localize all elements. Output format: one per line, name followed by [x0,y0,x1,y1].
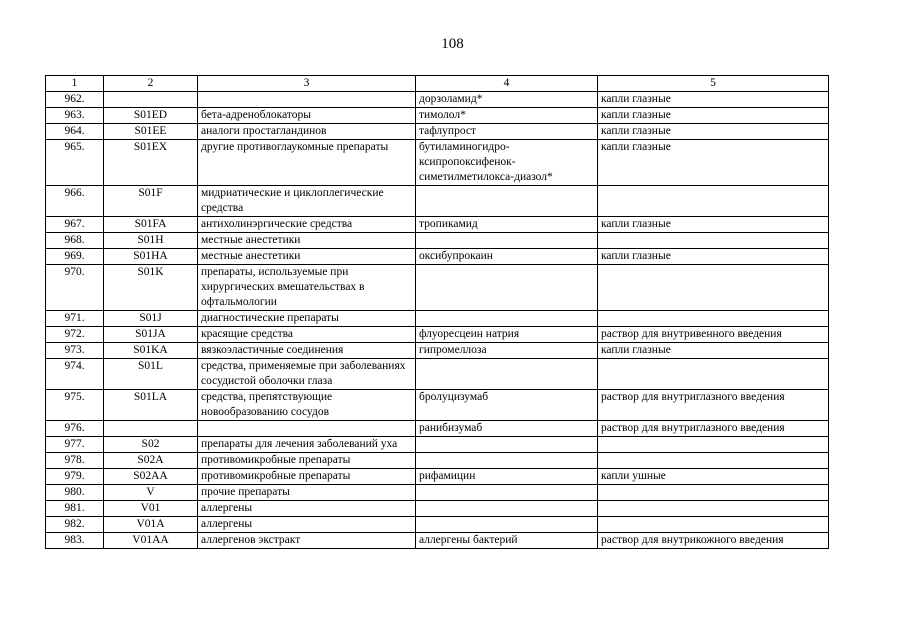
atc-code: V01A [104,517,198,533]
row-number: 979. [46,469,104,485]
table-row [46,437,829,453]
atc-code: S01HA [104,249,198,265]
row-number: 972. [46,327,104,343]
group-name [198,92,416,108]
atc-code: S02 [104,437,198,453]
group-name: аналоги простагландинов [198,124,416,140]
atc-code: V01 [104,501,198,517]
row-number: 974. [46,359,104,390]
drug-name: бролуцизумаб [416,390,598,421]
row-number: 962. [46,92,104,108]
atc-code: S01FA [104,217,198,233]
table-row [46,92,829,108]
table-body [46,92,829,549]
atc-code: S01LA [104,390,198,421]
dosage-form [598,233,829,249]
drug-table [45,75,829,549]
group-name: прочие препараты [198,485,416,501]
table-row [46,359,829,390]
row-number: 969. [46,249,104,265]
drug-name [416,437,598,453]
table-row [46,186,829,217]
header-col-4: 4 [416,76,598,92]
table-row [46,249,829,265]
drug-name [416,311,598,327]
atc-code [104,92,198,108]
drug-name [416,359,598,390]
group-name: мидриатические и циклоплегические средства [198,186,416,217]
page-number: 108 [441,36,464,52]
dosage-form: капли глазные [598,92,829,108]
row-number: 973. [46,343,104,359]
group-name: бета-адреноблокаторы [198,108,416,124]
group-name: красящие средства [198,327,416,343]
drug-name: дорзоламид* [416,92,598,108]
table-row [46,517,829,533]
group-name: местные анестетики [198,233,416,249]
row-number: 977. [46,437,104,453]
drug-name: аллергены бактерий [416,533,598,549]
atc-code: S01EE [104,124,198,140]
row-number: 963. [46,108,104,124]
row-number: 981. [46,501,104,517]
table-row [46,124,829,140]
dosage-form [598,265,829,311]
group-name: противомикробные препараты [198,469,416,485]
group-name: другие противоглаукомные препараты [198,140,416,186]
dosage-form [598,501,829,517]
dosage-form: капли глазные [598,124,829,140]
drug-name: бутиламиногидро-ксипропоксифенок-симетилметилокса-диазол* [416,140,598,186]
dosage-form: раствор для внутриглазного введения [598,421,829,437]
group-name: местные анестетики [198,249,416,265]
drug-name [416,186,598,217]
table-row [46,421,829,437]
dosage-form: капли ушные [598,469,829,485]
table-row [46,233,829,249]
dosage-form: раствор для внутриглазного введения [598,390,829,421]
table-row [46,453,829,469]
atc-code: S01L [104,359,198,390]
drug-name: флуоресцеин натрия [416,327,598,343]
dosage-form [598,485,829,501]
dosage-form: раствор для внутривенного введения [598,327,829,343]
group-name: аллергены [198,517,416,533]
dosage-form [598,453,829,469]
dosage-form [598,311,829,327]
header-col-1: 1 [46,76,104,92]
group-name: препараты для лечения заболеваний уха [198,437,416,453]
atc-code: V [104,485,198,501]
drug-name: ранибизумаб [416,421,598,437]
row-number: 970. [46,265,104,311]
dosage-form: капли глазные [598,108,829,124]
table-row [46,343,829,359]
atc-code: S01F [104,186,198,217]
dosage-form: капли глазные [598,140,829,186]
row-number: 971. [46,311,104,327]
group-name [198,421,416,437]
row-number: 968. [46,233,104,249]
atc-code: S02AA [104,469,198,485]
row-number: 980. [46,485,104,501]
group-name: противомикробные препараты [198,453,416,469]
table-row [46,485,829,501]
table-row [46,501,829,517]
atc-code: S01H [104,233,198,249]
group-name: аллергены [198,501,416,517]
atc-code: S01EX [104,140,198,186]
drug-name: тимолол* [416,108,598,124]
dosage-form: капли глазные [598,249,829,265]
dosage-form: капли глазные [598,217,829,233]
group-name: вязкоэластичные соединения [198,343,416,359]
drug-name [416,485,598,501]
table-row [46,533,829,549]
table-row [46,140,829,186]
row-number: 964. [46,124,104,140]
atc-code: S01K [104,265,198,311]
dosage-form [598,517,829,533]
drug-name: гипромеллоза [416,343,598,359]
row-number: 978. [46,453,104,469]
table-row [46,327,829,343]
table-row [46,311,829,327]
row-number: 967. [46,217,104,233]
group-name: препараты, используемые при хирургических вмешательствах в офтальмологии [198,265,416,311]
drug-name: тропикамид [416,217,598,233]
row-number: 966. [46,186,104,217]
group-name: средства, препятствующие новообразованию сосудов [198,390,416,421]
header-col-2: 2 [104,76,198,92]
atc-code: S01JA [104,327,198,343]
drug-name [416,517,598,533]
row-number: 983. [46,533,104,549]
atc-code: S01KA [104,343,198,359]
table-row [46,469,829,485]
header-col-3: 3 [198,76,416,92]
drug-name: рифамицин [416,469,598,485]
table-row [46,108,829,124]
group-name: диагностические препараты [198,311,416,327]
drug-name [416,501,598,517]
table-row [46,390,829,421]
row-number: 975. [46,390,104,421]
group-name: антихолинэргические средства [198,217,416,233]
header-row [46,76,829,92]
drug-name: оксибупрокаин [416,249,598,265]
atc-code: S02A [104,453,198,469]
dosage-form: раствор для внутрикожного введения [598,533,829,549]
group-name: аллергенов экстракт [198,533,416,549]
atc-code: S01J [104,311,198,327]
drug-name: тафлупрост [416,124,598,140]
table-row [46,217,829,233]
row-number: 982. [46,517,104,533]
group-name: средства, применяемые при заболеваниях сосудистой оболочки глаза [198,359,416,390]
table-row [46,265,829,311]
drug-name [416,265,598,311]
header-col-5: 5 [598,76,829,92]
atc-code: V01AA [104,533,198,549]
dosage-form: капли глазные [598,343,829,359]
drug-name [416,453,598,469]
atc-code: S01ED [104,108,198,124]
dosage-form [598,437,829,453]
row-number: 965. [46,140,104,186]
row-number: 976. [46,421,104,437]
atc-code [104,421,198,437]
dosage-form [598,186,829,217]
dosage-form [598,359,829,390]
drug-name [416,233,598,249]
